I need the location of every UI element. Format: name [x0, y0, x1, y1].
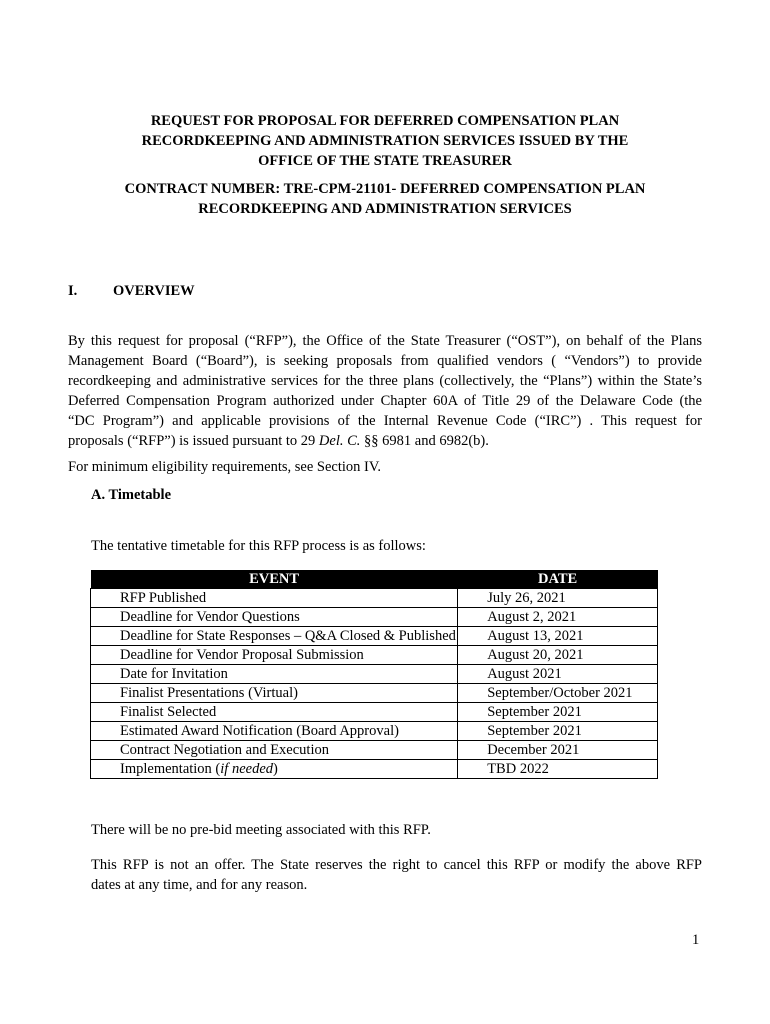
- date-cell: September 2021: [458, 722, 658, 741]
- contract-line: CONTRACT NUMBER: TRE-CPM-21101- DEFERRED COMPENSATION PLAN: [124, 181, 646, 197]
- text-run: §§ 6981 and 6982(b).: [360, 433, 489, 449]
- table-row: [91, 665, 658, 684]
- event-cell: RFP Published: [91, 589, 458, 608]
- text-run: proposals (“RFP”) is issued pursuant to 29: [68, 433, 319, 449]
- date-cell: July 26, 2021: [458, 589, 658, 608]
- event-cell: Date for Invitation: [91, 665, 458, 684]
- date-cell: September/October 2021: [458, 684, 658, 703]
- timetable-heading: A. Timetable: [91, 487, 172, 503]
- event-cell: Deadline for Vendor Questions: [91, 608, 458, 627]
- paragraph-line: [68, 431, 702, 451]
- text-run: ): [273, 761, 278, 777]
- table-row: [91, 608, 658, 627]
- table-header-row: [91, 570, 658, 589]
- citation-italic: Del. C.: [318, 433, 361, 449]
- event-cell: Estimated Award Notification (Board Approval): [91, 722, 458, 741]
- table-row: [91, 627, 658, 646]
- date-column-header: DATE: [458, 570, 658, 589]
- paragraph-line: By this request for proposal (“RFP”), the Office of the State Treasurer (“OST”), on behalf of the Plans: [68, 333, 702, 349]
- section-number: I.: [68, 283, 78, 299]
- table-row: [91, 684, 658, 703]
- page-number: 1: [692, 932, 700, 948]
- date-cell: December 2021: [458, 741, 658, 760]
- paragraph-line: “DC Program”) and applicable provisions of the Internal Revenue Code (“IRC”) . This request for: [68, 413, 702, 429]
- paragraph-line: Deferred Compensation Program authorized under Chapter 60A of Title 29 of the Delaware Code (the: [68, 393, 702, 409]
- event-cell: Deadline for State Responses – Q&A Closed & Published: [91, 627, 458, 646]
- event-cell: Finalist Selected: [91, 703, 458, 722]
- table-row: [91, 722, 658, 741]
- event-cell: [91, 760, 458, 779]
- paragraph-line: Management Board (“Board”), is seeking proposals from qualified vendors ( “Vendors”) to provide: [68, 353, 702, 369]
- offer-paragraph: [91, 855, 702, 895]
- timetable-intro-text: The tentative timetable for this RFP process is as follows:: [91, 538, 426, 554]
- eligibility-text: For minimum eligibility requirements, see Section IV.: [68, 459, 382, 475]
- title-line: REQUEST FOR PROPOSAL FOR DEFERRED COMPENSATION PLAN: [150, 113, 620, 129]
- contract-line: RECORDKEEPING AND ADMINISTRATION SERVICES: [198, 201, 572, 217]
- eligibility-note: [68, 457, 702, 477]
- contract-number: [68, 179, 702, 219]
- paragraph-line: recordkeeping and administrative services for the three plans (collectively, the “Plans”) within the State’s: [68, 373, 702, 389]
- date-cell: August 2021: [458, 665, 658, 684]
- event-cell: Contract Negotiation and Execution: [91, 741, 458, 760]
- table-row: [91, 589, 658, 608]
- text-run-italic: if needed: [220, 761, 274, 777]
- date-cell: September 2021: [458, 703, 658, 722]
- title-line: RECORDKEEPING AND ADMINISTRATION SERVICES ISSUED BY THE: [141, 133, 629, 149]
- event-column-header: EVENT: [91, 570, 458, 589]
- table-row: [91, 646, 658, 665]
- date-cell: August 13, 2021: [458, 627, 658, 646]
- date-cell: TBD 2022: [458, 760, 658, 779]
- overview-paragraph: [68, 331, 702, 451]
- section-title: OVERVIEW: [113, 283, 195, 299]
- table-row: [91, 741, 658, 760]
- event-cell: Deadline for Vendor Proposal Submission: [91, 646, 458, 665]
- document-title: [68, 111, 702, 171]
- timetable-intro: [91, 536, 702, 556]
- date-cell: August 20, 2021: [458, 646, 658, 665]
- table-row: [91, 760, 658, 779]
- pre-bid-note: [91, 820, 702, 840]
- section-heading: [68, 283, 195, 300]
- paragraph-line: dates at any time, and for any reason.: [91, 877, 308, 893]
- text-run: Implementation (: [120, 761, 221, 777]
- timetable-table: [90, 570, 658, 779]
- table-row: [91, 703, 658, 722]
- title-line: OFFICE OF THE STATE TREASURER: [258, 153, 512, 169]
- event-cell: Finalist Presentations (Virtual): [91, 684, 458, 703]
- date-cell: August 2, 2021: [458, 608, 658, 627]
- pre-bid-text: There will be no pre-bid meeting associated with this RFP.: [91, 822, 431, 838]
- paragraph-line: This RFP is not an offer. The State reserves the right to cancel this RFP or modify the above RFP: [91, 857, 702, 873]
